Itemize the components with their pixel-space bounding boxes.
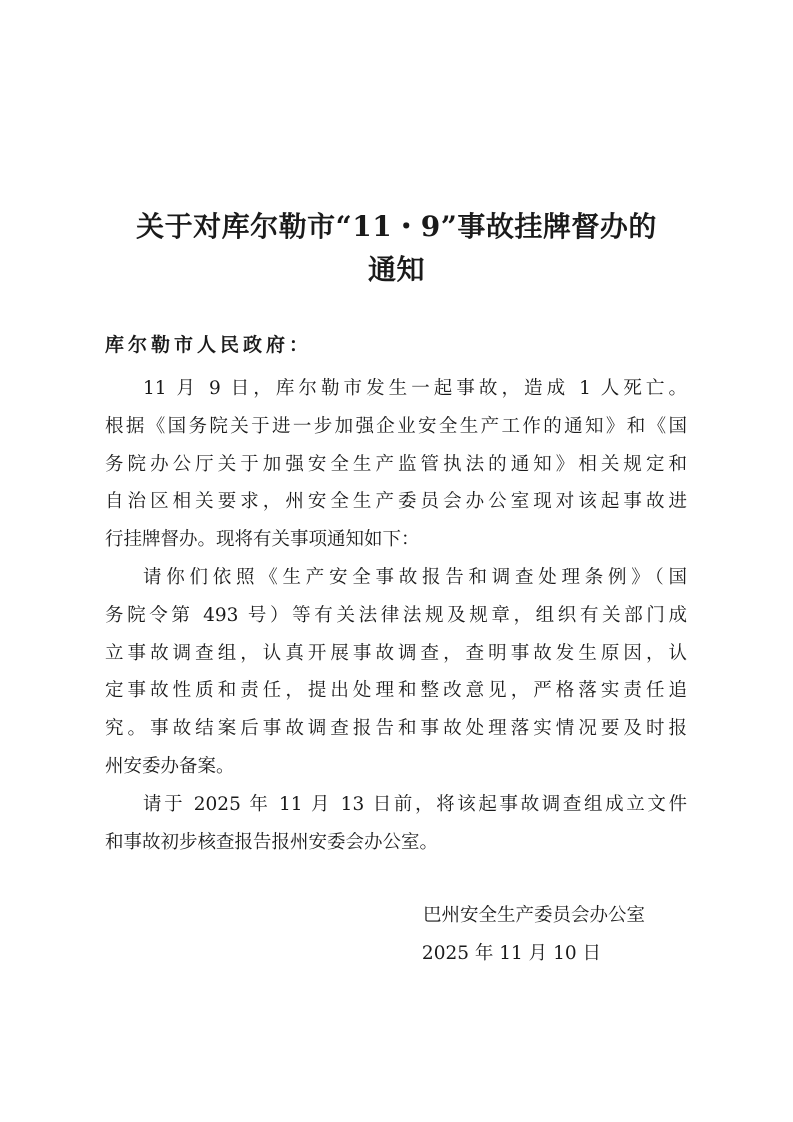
signature-date: 2025 年 11 月 10 日 (421, 943, 601, 964)
paragraph-2-line-4: 定事故性质和责任，提出处理和整改意见，严格落实责任追 (105, 680, 687, 702)
title-line-2: 通知 (367, 253, 425, 286)
signature-organization: 巴州安全生产委员会办公室 (422, 905, 645, 926)
paragraph-2-line-5: 究。事故结案后事故调查报告和事故处理落实情况要及时报 (105, 718, 687, 740)
paragraph-2-line-1: 请你们依照《生产安全事故报告和调查处理条例》（国 (143, 566, 687, 588)
paragraph-1-line-5: 行挂牌督办。现将有关事项通知如下： (105, 529, 420, 551)
paragraph-2-line-3: 立事故调查组，认真开展事故调查，查明事故发生原因，认 (105, 642, 687, 664)
document-title (100, 205, 693, 291)
paragraph-1-line-3: 务院办公厅关于加强安全生产监管执法的通知》相关规定和 (105, 453, 687, 475)
paragraph-3-line-1: 请于 2025 年 11 月 13 日前，将该起事故调查组成立文件 (143, 793, 687, 815)
paragraph-1-line-2: 根据《国务院关于进一步加强企业安全生产工作的通知》和《国 (105, 415, 687, 437)
paragraph-1-line-1: 11 月 9 日，库尔勒市发生一起事故，造成 1 人死亡。 (143, 378, 687, 399)
paragraph-2-line-6: 州安委办备案。 (105, 755, 235, 777)
paragraph-3-line-2: 和事故初步核查报告报州安委会办公室。 (105, 831, 439, 853)
title-line-1: 关于对库尔勒市“11・9”事故挂牌督办的 (136, 210, 657, 243)
paragraph-2-line-2: 务院令第 493 号）等有关法律法规及规章，组织有关部门成 (105, 604, 687, 626)
addressee: 库尔勒市人民政府： (105, 334, 313, 356)
document-body (105, 370, 687, 861)
paragraph-1-line-4: 自治区相关要求，州安全生产委员会办公室现对该起事故进 (105, 491, 687, 513)
signature-block (422, 897, 645, 973)
